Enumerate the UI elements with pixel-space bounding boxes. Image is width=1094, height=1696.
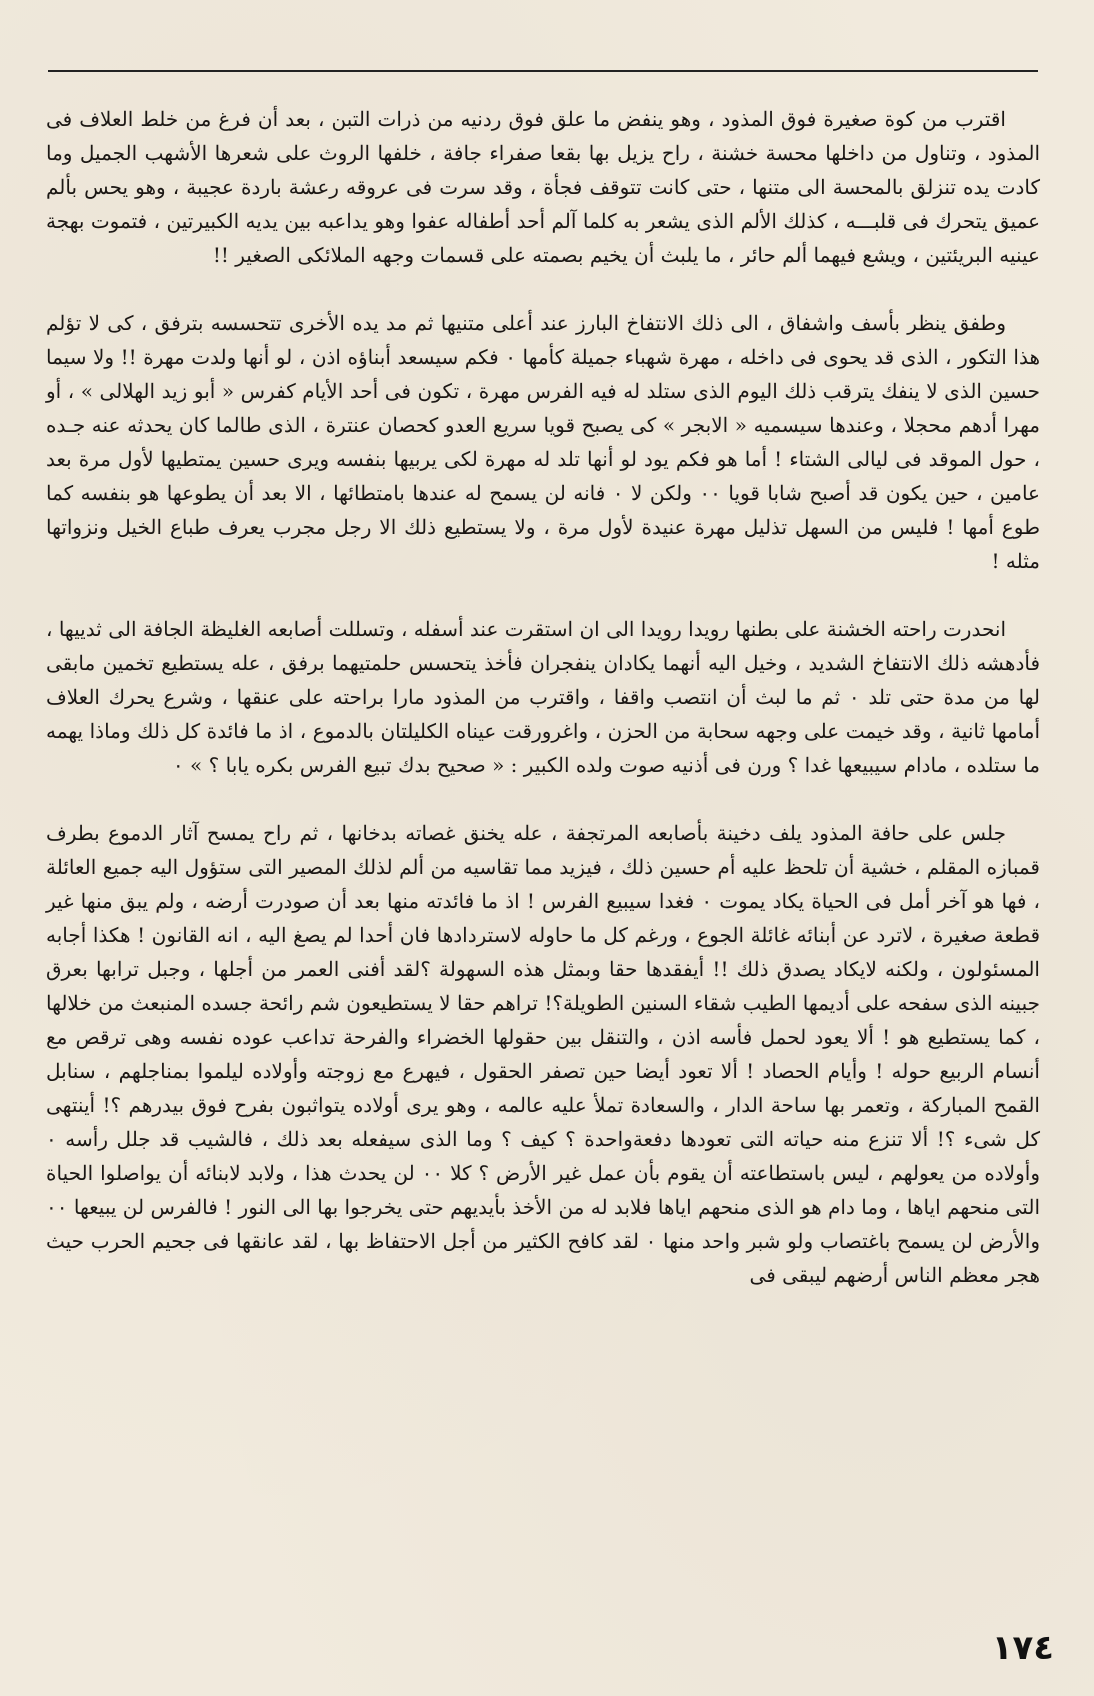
paragraph-2: وطفق ينظر بأسف واشفاق ، الى ذلك الانتفاخ البارز عند أعلى متنيها ثم مد يده الأخرى تتحسسه بترفق ، كى لا تؤلم هذا التكور ، الذى قد يحوى فى داخله ، مهرة شهباء جميلة كأمها ٠ فكم سيسعد أبناؤه اذن ، لو أنها ولدت مهرة !! ولا سيما حسين الذى لا ينفك يترقب ذلك اليوم الذى ستلد له فيه الفرس مهرة ، تكون فى أحد الأيام كفرس « أبو زيد الهلالى » ، أو مهرا أدهم محجلا ، وعندها سيسميه « الابجر » كى يصبح قويا سريع العدو كحصان عنترة ، الذى طالما كان يحدثه عنه جـده ، حول الموقد فى ليالى الشتاء ! أما هو فكم يود لو أنها تلد له مهرة لكى يربيها بنفسه ويرى حسين يمتطيها لأول مرة بعد عامين ، حين يكون قد أصبح شابا قويا ٠٠ ولكن لا ٠ فانه لن يسمح له عندها بامتطائها ، الا بعد أن يطوعها هو بنفسه كما طوع أمها ! فليس من السهل تذليل مهرة عنيدة لأول مرة ، ولا يستطيع ذلك الا رجل مجرب يعرف طباع الخيل ونزواتها مثله ! (46, 311, 1040, 573)
paragraph-1: اقترب من كوة صغيرة فوق المذود ، وهو ينفض ما علق فوق ردنيه من ذرات التبن ، بعد أن فرغ من خلط العلاف فى المذود ، وتناول من داخلها محسة خشنة ، راح يزيل بها بقعا صفراء جافة ، خلفها الروث على شعرها الأشهب الجميل وما كادت يده تنزلق بالمحسة الى متنها ، حتى كانت تتوقف فجأة ، وقد سرت فى عروقه رعشة باردة عجيبة ، وهو يحس بألم عميق يتحرك فى قلبـــه ، كذلك الألم الذى يشعر به كلما آلم أحد أطفاله عفوا وهو يداعبه بين يديه الكبيرتين ، فتموت بهجة عينيه البريئتين ، ويشع فيهما ألم حائر ، ما يلبث أن يخيم بصمته على قسمات وجهه الملائكى الصغير !! (46, 107, 1040, 267)
paragraph-3: انحدرت راحته الخشنة على بطنها رويدا رويدا الى ان استقرت عند أسفله ، وتسللت أصابعه الغليظة الجافة الى ثدييها ، فأدهشه ذلك الانتفاخ الشديد ، وخيل اليه أنهما يكادان ينفجران فأخذ يتحسس حلمتيهما برفق ، عله يستطيع تخمين مابقى لها من مدة حتى تلد ٠ ثم ما لبث أن انتصب واقفا ، واقترب من المذود مارا براحته على عنقها ، وشرع يحرك العلاف أمامها ثانية ، وقد خيمت على وجهه سحابة من الحزن ، واغرورقت عيناه الكليلتان بالدموع ، اذ ما فائدة كل ذلك وماذا يهمه ما ستلده ، مادام سيبيعها غدا ؟ ورن فى أذنيه صوت ولده الكبير : « صحيح بدك تبيع الفرس بكره يابا ؟ » ٠ (46, 617, 1040, 777)
paragraph-4: جلس على حافة المذود يلف دخينة بأصابعه المرتجفة ، عله يخنق غصاته بدخانها ، ثم راح يمسح آثار الدموع بطرف قمبازه المقلم ، خشية أن تلحظ عليه أم حسين ذلك ، فيزيد مما تقاسيه من ألم لذلك المصير التى ستؤول اليه جميع العائلة ، فها هو آخر أمل فى الحياة يكاد يموت ٠ فغدا سيبيع الفرس ! اذ ما فائدته منها بعد أن صودرت أرضه ، ولم يبق منها غير قطعة صغيرة ، لاترد عن أبنائه غائلة الجوع ، ورغم كل ما حاوله لاستردادها فان أحدا لم يصغ اليه ، انه القانون ! هكذا أجابه المسئولون ، ولكنه لايكاد يصدق ذلك !! أيفقدها حقا وبمثل هذه السهولة ؟لقد أفنى العمر من أجلها ، وجبل ترابها بعرق جبينه الذى سفحه على أديمها الطيب شقاء السنين الطويلة؟! تراهم حقا لا يستطيعون شم رائحة جسده المنبعث من خلالها ، كما يستطيع هو ! ألا يعود لحمل فأسه اذن ، والتنقل بين حقولها الخضراء والفرحة تداعب عوده نفسه وهى ترقص مع أنسام الربيع حوله ! وأيام الحصاد ! ألا تعود أيضا حين تصفر الحقول ، فيهرع مع زوجته وأولاده ليلموا بمناجلهم ، سنابل القمح المباركة ، وتعمر بها ساحة الدار ، والسعادة تملأ عليه عالمه ، وهو يرى أولاده يتواثبون بفرح فوق بيدرهم ؟! أينتهى كل شىء ؟! ألا تنزع منه حياته التى تعودها دفعةواحدة ؟ كيف ؟ وما الذى سيفعله بعد ذلك ، فالشيب قد جلل رأسه ٠ وأولاده من يعولهم ، ليس باستطاعته أن يقوم بأن عمل غير الأرض ؟ كلا ٠٠ لن يحدث هذا ، ولابد لابنائه أن يواصلوا الحياة التى منحهم اياها ، وما دام هو الذى منحهم اياها فلابد له من الأخذ بأيديهم حتى يخرجوا بها الى النور ! فالفرس لن يبيعها ٠٠ والأرض لن يسمح باغتصاب ولو شبر واحد منها ٠ لقد كافح الكثير من أجل الاحتفاظ بها ، لقد عانقها فى جحيم الحرب حيث هجر معظم الناس أرضهم ليبقى فى (46, 821, 1041, 1287)
header-rule (48, 70, 1038, 72)
article-body (46, 102, 1040, 1292)
page-number: ١٧٤ (991, 1628, 1054, 1668)
